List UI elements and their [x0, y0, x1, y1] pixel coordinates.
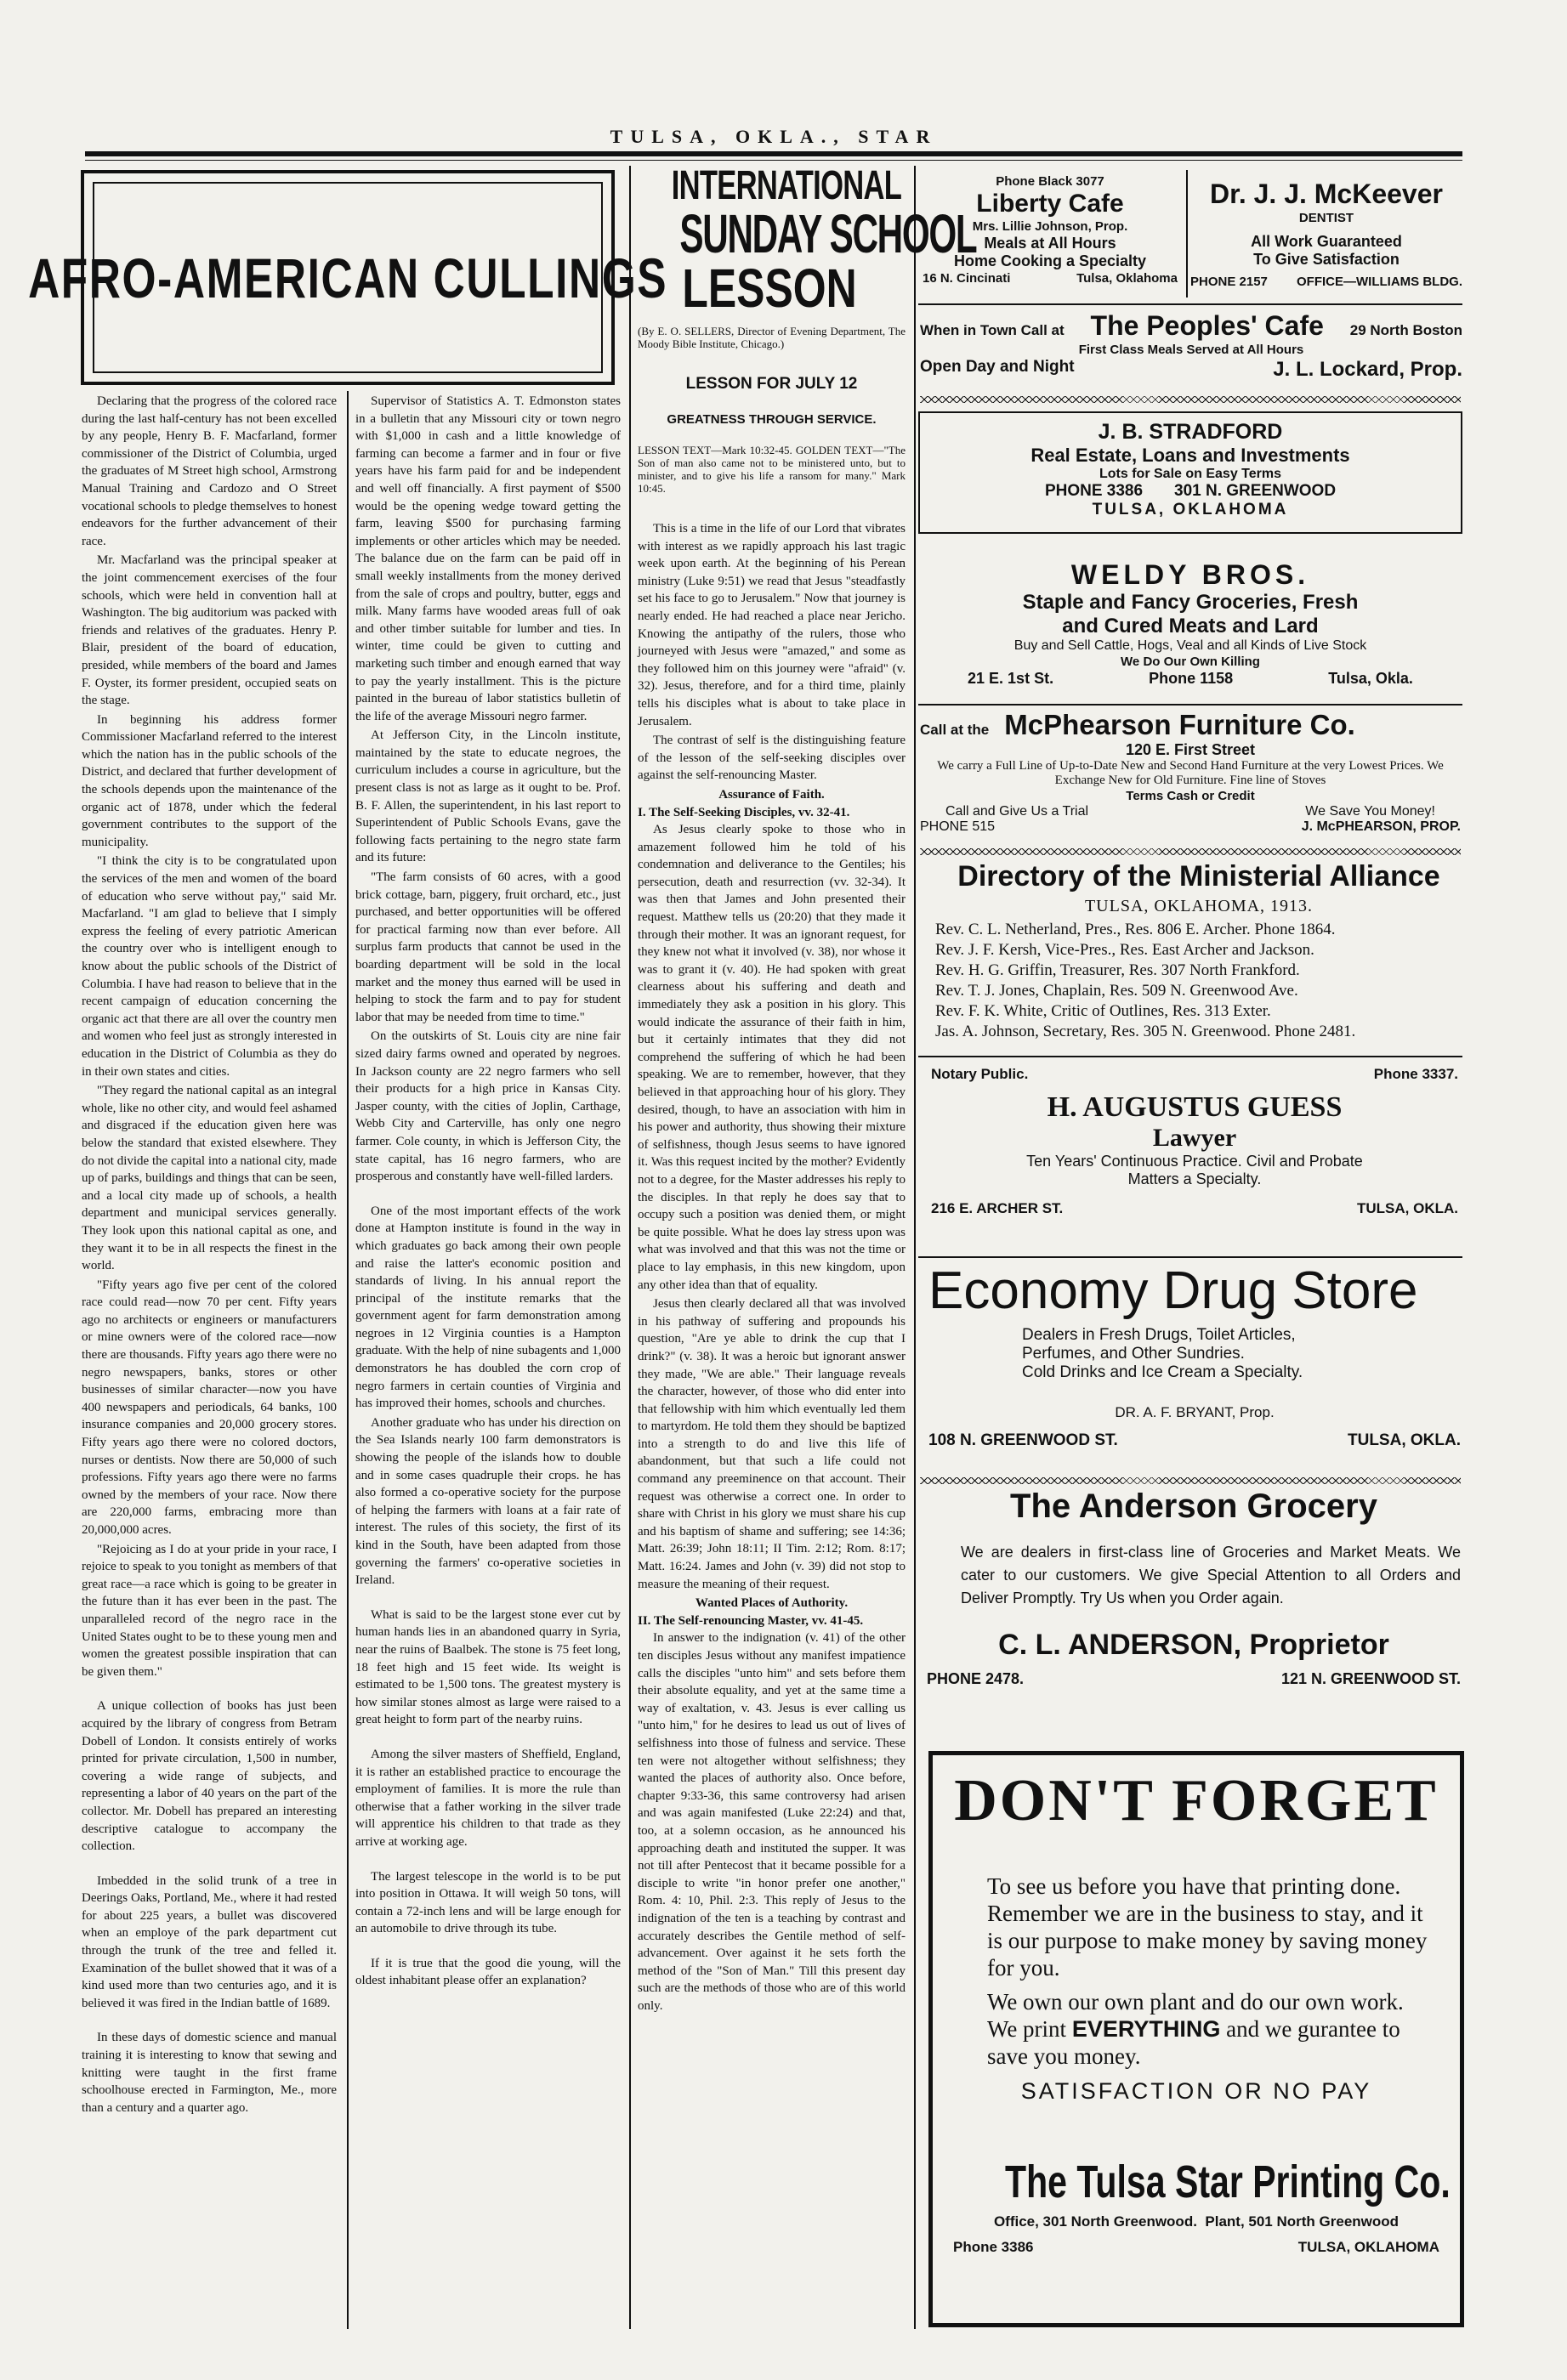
article-paragraph: In beginning his address former Commissioner Macfarland referred to the interest which the nation has in the public schools of the District, and declared that further development of the schools depends upon the maintenance of the organic act of 1878, under which the federal government contributes to the support of the municipality. — [82, 712, 337, 849]
liberty-line1: Meals at All Hours — [984, 235, 1116, 252]
article-paragraph: Among the silver masters of Sheffield, England, it is rather an established practice to encourage the employment of families. It is more the rule than otherwise that a father working in the silver trade will apprentice his children to that trade as they arrive at working age. — [355, 1747, 621, 1849]
article-paragraph: "The farm consists of 60 acres, with a good brick cottage, barn, piggery, fruit orchard, etc., just purchased, and better opportunities will be offered for practical farming now than ever before. All surplus farm products that cannot be used in the boarding department will be sold in the local market and the money thus earned will be used in helping to stock the farm and to pay for student labor that may be needed from time to time." — [355, 870, 621, 1024]
stradford-addr: 301 N. GREENWOOD — [1174, 482, 1337, 500]
drug-line3: Cold Drinks and Ice Cream a Specialty. — [1022, 1363, 1303, 1381]
weldy-line1: Staple and Fancy Groceries, Fresh — [1022, 591, 1359, 614]
peoples-hours: Open Day and Night — [920, 358, 1075, 376]
lesson-head-2: SUNDAY SCHOOL — [679, 203, 977, 264]
ad-tulsa-star-printing — [928, 1751, 1464, 2327]
mcpherson-line4: We Save You Money! — [1305, 804, 1435, 819]
lesson-paragraph: In answer to the indignation (v. 41) of the other ten disciples Jesus without any manifest impatience calls the disciples "unto him" and sets before them their absolute equality, and yet at the same time a way of exaltation, v. 43. Jesus is ever calling us "unto him," for he desires to lead us out of lives of selfishness into those of fulness and service. These ten were not altogether without selfishness; they wanted the places of authority also. Once before, chapter 9:33-36, this same controversy had arisen and was again manifested (Luke 22:24) and that, too, at a solemn occasion, as he announced his approaching death and instituted the supper. It was not till after Pentecost that it became possible for a disciple to write "in honor prefer one another," Rom. 4: 10, Phil. 2:3. This reply of Jesus to the indignation of the ten is a teaching by contrast and accurately describes the Gentile method of self-advancement. Over against it he sets forth the method of the "Son of Man." Till this present day such are the methods of those who are of this world only. — [638, 1631, 906, 2013]
mcpherson-addr: 120 E. First Street — [1125, 741, 1256, 758]
article-paragraph: Declaring that the progress of the colored race during the last half-century has not been excelled by any people, Henry B. F. Macfarland, former commissioner of the District of Columbia, urged the graduates of M Street high school, Armstrong Manual Training and Cardozo and O Street vocational schools to pledge themselves to honest endeavors for the further advancement of their race. — [82, 394, 337, 548]
lesson-body — [638, 520, 906, 2016]
star-city: TULSA, OKLAHOMA — [1297, 2239, 1439, 2255]
peoples-pre: When in Town Call at — [920, 322, 1065, 338]
star-line2b: EVERYTHING — [1071, 2016, 1221, 2042]
guess-city: TULSA, OKLA. — [1357, 1200, 1458, 1216]
drug-line1: Dealers in Fresh Drugs, Toilet Articles, — [1022, 1326, 1296, 1344]
star-line3: SATISFACTION OR NO PAY — [1020, 2078, 1372, 2104]
lesson-paragraph: As Jesus clearly spoke to those who in amazement followed him he told of his condemnation and deliverance to the Gentiles; his persecution, death and resurrection (vv. 32-34). It was then that James and John presented their request. Matthew tells us (20:20) that they made it through their mother. It was an ignorant request, for they knew not what it involved (v. 38), nor whose it was to grant it (v. 40). He had spoken with great clearness about his suffering and death and immediately they ask a position in his glory. This would indicate the assurance of their faith in him, but it certainly intimates that they did not comprehend the suffering of which he had been speaking. We are to remember, however, that they believed in that approaching hour of his glory. They desired, though, to have an association with him in his power and authority, thus showing their mixture of selfishness, though Jesus seems to have ignored it. Was this request incited by the mother? Evidently not to a degree, for the Master addresses his reply to the disciples. In that reply he does say that to occupy such a position was denied them, or might be quite possible. What he does lay stress upon was what was involved and that this was not the time or place to lay emphasis, in this new kingdom, upon any other idea than that of equality. — [638, 823, 906, 1292]
ministerial-row: Rev. J. F. Kersh, Vice-Pres., Res. East Archer and Jackson. — [935, 941, 1314, 959]
ad-mckeever — [1190, 178, 1462, 290]
rule-2 — [918, 704, 1462, 706]
ministerial-row: Rev. T. J. Jones, Chaplain, Res. 509 N. Greenwood Ave. — [935, 982, 1298, 1000]
peoples-name: The Peoples' Cafe — [1090, 310, 1324, 341]
masthead: TULSA, OKLA., STAR — [610, 126, 938, 147]
weldy-line3: Buy and Sell Cattle, Hogs, Veal and all Kinds of Live Stock — [1013, 638, 1367, 653]
anderson-addr: 121 N. GREENWOOD ST. — [1280, 1670, 1461, 1687]
mckeever-office: OFFICE—WILLIAMS BLDG. — [1297, 275, 1462, 289]
weldy-name: WELDY BROS. — [1070, 559, 1310, 590]
weldy-addr: 21 E. 1st St. — [968, 670, 1054, 687]
divider-col2 — [629, 166, 631, 2329]
article-paragraph: What is said to be the largest stone ever cut by human hands lies in an abandoned quarry in Syria, near the ruins of Baalbek. The stone is 75 feet long, 18 feet high and 15 feet wide. Its weight is estimated to be 1,500 tons. The greatest mystery is how similar stones almost as large were raised to a great height to form part of the nearby ruins. — [355, 1607, 621, 1727]
lesson-subhead: Assurance of Faith. — [718, 787, 825, 802]
wavy-rule-1 — [920, 396, 1461, 403]
weldy-line2: and Cured Meats and Lard — [1062, 615, 1319, 638]
lesson-text: LESSON TEXT—Mark 10:32-45. GOLDEN TEXT—"The Son of man also came not to be ministered unto, but to minister, and to give his life a ransom for many." Mark 10:45. — [638, 444, 906, 495]
guess-name: H. AUGUSTUS GUESS — [1047, 1091, 1343, 1123]
cullings-column-1 — [82, 393, 337, 2118]
cullings-header-box — [27, 170, 668, 385]
star-title: DON'T FORGET — [954, 1768, 1439, 1833]
mcpherson-line3: Call and Give Us a Trial — [945, 804, 1089, 819]
article-paragraph: "They regard the national capital as an integral whole, like no other city, and would feel ashamed and disgraced if the education given here was below the standard that existed elsewhere. They do not divide the capital into a national city, made up of parks, buildings and things that can be seen, and a local city made up of schools, a health department and municipal services generally. They look upon this national capital as one, and they want it to be in all respects the finest in the world. — [82, 1084, 337, 1273]
weldy-line4: We Do Our Own Killing — [1121, 654, 1260, 669]
mckeever-name: Dr. J. J. McKeever — [1210, 178, 1443, 209]
star-line1: To see us before you have that printing done. Remember we are in the business to stay, and it is our purpose to make money by saving money for you. — [987, 1873, 1428, 1980]
lesson-paragraph: This is a time in the life of our Lord that vibrates with interest as we rapidly approach his last tragic week upon earth. At the beginning of his Perean ministry (Luke 9:51) we read that Jesus "steadfastly set his face to go to Jerusalem." Now that journey is nearly ended. He had reached a place near Jericho. Knowing the antipathy of the rulers, those who journeyed with Jesus were "amazed," and some as they followed him on this journey were "afraid" (v. 32). Jesus, therefore, and for a third time, plainly tells his disciples what is about to take place in Jerusalem. — [638, 522, 906, 728]
stradford-phone: PHONE 3386 — [1044, 482, 1144, 500]
guess-line1: Ten Years' Continuous Practice. Civil and Probate — [1026, 1153, 1363, 1170]
ad-stradford — [918, 411, 1462, 534]
liberty-city: Tulsa, Oklahoma — [1076, 271, 1178, 286]
divider-col1 — [347, 391, 349, 2329]
mcpherson-name: McPhearson Furniture Co. — [1004, 709, 1355, 740]
lesson-paragraph: Jesus then clearly declared all that was involved in his pathway of suffering and propounds his question, "Are ye able to drink the cup that I drink?" (v. 38). It was a heroic but ignorant answer they made, "We are able." Their language reveals the character, however, of those who did enter into that fellowship with him which eventually led them to martyrdom. He told them they should be baptized into a strength to do and live this life of abandonment, but that such a life could not command any preeminence on that account. Their request was otherwise a correct one. In order to share with Christ in his glory we must share his cup and his baptism of shame and suffering; see 14:36; Matt. 26:39; John 18:11; II Tim. 2:12; Rom. 8:17; Matt. 16:24. James and John (v. 39) did not stop to measure the meaning of their request. — [638, 1297, 906, 1591]
anderson-name: The Anderson Grocery — [1010, 1488, 1377, 1525]
article-paragraph: At Jefferson City, in the Lincoln institute, maintained by the state to educate negroes, the curriculum includes a course in agriculture, but the present class is not as large as it ought to be. Prof. B. F. Allen, the superintendent, in his last report to Superintendent of Public Schools Evans, gave the following facts pertaining to the negro state farm and its future: — [355, 728, 621, 865]
cullings-column-2 — [355, 393, 621, 1992]
article-paragraph: "Rejoicing as I do at your pride in your race, I rejoice to speak to you tonight as members of that great race—a race which is going to be greater in the future than it has ever been in the past. The unparalleled record of the negro race in the United States ought to be to these young men and women the greatest possible inspiration that can be given them." — [82, 1542, 337, 1679]
stradford-line2: Lots for Sale on Easy Terms — [1099, 467, 1281, 481]
mcpherson-prop: J. McPHEARSON, PROP. — [1301, 819, 1461, 834]
ministerial-row: Rev. C. L. Netherland, Pres., Res. 806 E. Archer. Phone 1864. — [935, 921, 1336, 938]
star-line2a: We own our own plant and do our own work. We print — [987, 1989, 1404, 2042]
star-line2c: and we gurantee to save you money. — [987, 2016, 1400, 2069]
article-paragraph: Imbedded in the solid trunk of a tree in Deerings Oaks, Portland, Me., where it had rested for about 225 years, a bullet was discovered when an employe of the park department cut through the trunk of the tree and felled it. Examination of the bullet showed that it was of a kind used more than two centuries ago, and it is believed it was fired in the Indian battle of 1689. — [82, 1873, 337, 2010]
weldy-phone: Phone 1158 — [1149, 670, 1234, 687]
lesson-date: LESSON FOR JULY 12 — [685, 375, 858, 393]
article-paragraph: If it is true that the good die young, will the oldest inhabitant please offer an explanation? — [355, 1956, 621, 1988]
cullings-title: AFRO-AMERICAN CULLINGS — [27, 246, 668, 309]
drug-addr: 108 N. GREENWOOD ST. — [928, 1431, 1118, 1449]
guess-phone: Phone 3337. — [1373, 1066, 1458, 1082]
liberty-line2: Home Cooking a Specialty — [953, 252, 1147, 269]
article-paragraph: One of the most important effects of the work done at Hampton institute is found in the way in which graduates go back among their own people and raise the latter's economic position and standards of living. In his annual report the principal of the institute remarks that the government agent for farm demonstration among negroes in 12 Virginia counties is a Hampton graduate. With the help of nine subagents and 1,000 demonstrators he has doubled the corn crop of negro farmers in certain counties of Virginia and has improved their homes, schools and churches. — [355, 1204, 621, 1411]
stradford-name: J. B. STRADFORD — [1098, 420, 1283, 444]
divider-col3 — [914, 166, 916, 2329]
star-name: The Tulsa Star Printing Co. — [1005, 2156, 1451, 2207]
divider-ads-top — [1186, 170, 1188, 298]
drug-name: Economy Drug Store — [928, 1261, 1418, 1320]
mckeever-line1: All Work Guaranteed — [1251, 233, 1402, 250]
guess-notary: Notary Public. — [931, 1066, 1029, 1082]
rule-3 — [918, 1056, 1462, 1057]
mckeever-phone: PHONE 2157 — [1190, 275, 1268, 289]
stradford-line1: Real Estate, Loans and Investments — [1030, 445, 1350, 466]
star-office: Office, 301 North Greenwood. — [993, 2213, 1197, 2230]
anderson-prop: C. L. ANDERSON, Proprietor — [998, 1629, 1389, 1661]
ad-anderson — [927, 1488, 1461, 1688]
ad-mcpherson — [920, 709, 1461, 835]
mcpherson-line1: We carry a Full Line of Up-to-Date New and Second Hand Furniture at the very Lowest Prices. We Exchange New for Old Furniture. Fine line of Stoves — [937, 759, 1444, 787]
ministerial-row: Rev. H. G. Griffin, Treasurer, Res. 307 North Frankford. — [935, 961, 1300, 979]
ad-guess — [931, 1066, 1458, 1217]
wavy-rule-2 — [920, 848, 1461, 855]
ministerial-row: Rev. F. K. White, Critic of Outlines, Res. 313 Exter. — [935, 1002, 1271, 1020]
top-rule-thin — [85, 160, 1462, 161]
lesson-paragraph: The contrast of self is the distinguishing feature of the lesson of the self-seeking disciples over against the self-renouncing Master. — [638, 734, 906, 783]
mckeever-title: DENTIST — [1298, 211, 1354, 225]
guess-title: Lawyer — [1152, 1124, 1237, 1152]
weldy-city: Tulsa, Okla. — [1328, 670, 1413, 687]
guess-addr: 216 E. ARCHER ST. — [931, 1200, 1064, 1216]
article-paragraph: The largest telescope in the world is to be put into position in Ottawa. It will weigh 50 tons, will contain a 72-inch lens and will be large enough for an automobile to drive through its tube. — [355, 1869, 621, 1936]
peoples-prop: J. L. Lockard, Prop. — [1273, 358, 1462, 381]
article-paragraph: Mr. Macfarland was the principal speaker at the joint commencement exercises of the four schools, which were held in convention hall at Washington. The big auditorium was packed with friends and relatives of the graduates. Henry P. Blair, president of the board of education, presided, while members of the board and James F. Oyster, its former president, occupied seats on the stage. — [82, 553, 337, 708]
mcpherson-line2: Terms Cash or Credit — [1126, 789, 1255, 803]
ad-drug-store — [928, 1261, 1461, 1450]
liberty-owner: Mrs. Lillie Johnson, Prop. — [972, 219, 1128, 234]
lesson-byline: (By E. O. SELLERS, Director of Evening Department, The Moody Bible Institute, Chicago.) — [638, 325, 906, 350]
lesson-head-3: LESSON — [682, 258, 857, 319]
lesson-subhead: Wanted Places of Authority. — [695, 1596, 849, 1611]
wavy-rule-3 — [920, 1477, 1461, 1484]
ministerial-title: Directory of the Ministerial Alliance — [957, 860, 1440, 892]
liberty-addr: 16 N. Cincinati — [923, 271, 1011, 286]
top-rule — [85, 151, 1462, 156]
guess-line2: Matters a Specialty. — [1127, 1170, 1262, 1187]
lesson-topic: GREATNESS THROUGH SERVICE. — [667, 412, 877, 427]
ad-peoples-cafe — [920, 310, 1462, 382]
ad-weldy — [920, 559, 1461, 688]
ministerial-sub: TULSA, OKLAHOMA, 1913. — [1084, 897, 1314, 915]
article-paragraph: "I think the city is to be congratulated upon the services of the men and women of the board of education who serve without pay," said Mr. Macfarland. "I am glad to believe that I simply express the feeling of every patriotic American the country over who is intelligent enough to know about the public schools of the District of Columbia. I have had reason to believe that in the recent campaign of education concerning the organic act that there are all over the country men and women who feel just as strongly interested in education in the District of Columbia as they do in their own states and cities. — [82, 854, 337, 1079]
drug-city: TULSA, OKLA. — [1348, 1431, 1461, 1449]
stradford-city: TULSA, OKLAHOMA — [1092, 501, 1289, 518]
article-paragraph: Supervisor of Statistics A. T. Edmonston states in a bulletin that any Missouri city or town negro with $1,000 in cash and a little knowledge of farming can become a farmer and in four or five years have his farm paid for and be independent and well off financially. A first payment of $500 would be the opening wedge toward getting the farm, leaving $500 for purchasing farming implements or other articles which may be needed. The balance due on the farm can be paid off in small weekly installments from the money derived from the sale of crops and poultry, butter, eggs and milk. Many farms have wooded areas full of oak and other timber suitable for lumber and ties. In winter, time could be given to cutting and marketing such timber and enough earned that way to pay the yearly installment. This is the picture painted in the bureau of labor statistics bulletin of the life of the average Missouri negro farmer. — [355, 394, 621, 723]
peoples-addr: 29 North Boston — [1349, 322, 1462, 338]
liberty-name: Liberty Cafe — [976, 190, 1124, 218]
article-paragraph: In these days of domestic science and manual training it is interesting to know that sewing and knitting were taught in the first frame schoolhouse erected in Farmington, Me., more than a century and a quarter ago. — [82, 2031, 337, 2115]
mcpherson-pre: Call at the — [920, 722, 990, 738]
anderson-line1: We are dealers in first-class line of Groceries and Market Meats. We cater to our customers. We give Special Attention to all Orders and Deliver Promptly. Try Us when you Order again. — [961, 1544, 1461, 1606]
ministerial-row: Jas. A. Johnson, Secretary, Res. 305 N. Greenwood. Phone 2481. — [935, 1023, 1356, 1040]
anderson-phone: PHONE 2478. — [927, 1670, 1025, 1687]
peoples-sub: First Class Meals Served at All Hours — [1078, 343, 1304, 357]
star-plant: Plant, 501 North Greenwood — [1205, 2213, 1400, 2230]
lesson-subhead: I. The Self-Seeking Disciples, vv. 32-41. — [638, 805, 850, 819]
drug-prop: DR. A. F. BRYANT, Prop. — [1115, 1404, 1275, 1420]
star-phone: Phone 3386 — [953, 2239, 1034, 2255]
lesson-head-1: INTERNATIONAL — [671, 163, 902, 208]
ad-ministerial — [935, 860, 1462, 1042]
rule-4 — [918, 1256, 1462, 1258]
mckeever-line2: To Give Satisfaction — [1253, 251, 1400, 268]
article-paragraph: A unique collection of books has just been acquired by the library of congress from Betram Dobell of London. It consists entirely of works printed for private circulation, 1,500 in number, covering a wide range of subjects, and representing a labor of 40 years on the part of the collector. Mr. Dobell has prepared an interesting descriptive catalogue to accompany the collection. — [82, 1699, 337, 1854]
article-paragraph: Another graduate who has under his direction on the Sea Islands nearly 100 farm demonstrators is showing the people of the islands how to double and in some cases quadruple their crops. he has also formed a co-operative society for the purpose of helping the farmers with loans at a fair rate of interest. The rules of this society, the first of its kind in the South, have been adapted from those governing the farmers' co-operative societies in Ireland. — [355, 1415, 621, 1588]
ministerial-rows — [935, 920, 1462, 1042]
liberty-phone: Phone Black 3077 — [996, 174, 1104, 189]
drug-line2: Perfumes, and Other Sundries. — [1022, 1345, 1245, 1363]
article-paragraph: "Fifty years ago five per cent of the colored race could read—now 70 per cent. Fifty years ago no architects or engineers or manufacturers or mine owners were of the colored race—now there are thousands. Fifty years ago there were no negro newspapers, banks, stores or other businesses of similar character—now you have 400 newspapers and periodicals, 64 banks, 100 insurance companies and 20,000 grocery stores. Fifty years ago there were no colored doctors, nurses or dentists. Now there are 50,000 of such professions. Fifty years ago there were no farms owned by the members of your race. Now there are 220,000 farms, embracing more than 20,000,000 acres. — [82, 1278, 337, 1537]
lesson-subhead: II. The Self-renouncing Master, vv. 41-45. — [638, 1613, 864, 1628]
mcpherson-phone: PHONE 515 — [920, 819, 996, 834]
rule-1 — [918, 303, 1462, 305]
ad-liberty-cafe — [923, 173, 1178, 286]
article-paragraph: On the outskirts of St. Louis city are nine fair sized dairy farms owned and operated by negroes. In Jackson county are 22 negro farmers who sell their products for a high price in Kansas City. Jasper county, with the cities of Joplin, Carthage, Webb City and Carterville, has only one negro farmer. Cole county, in which is Jefferson City, the state capital, has 16 negro farmers, who are prosperous and constantly have well-filled larders. — [355, 1029, 621, 1184]
